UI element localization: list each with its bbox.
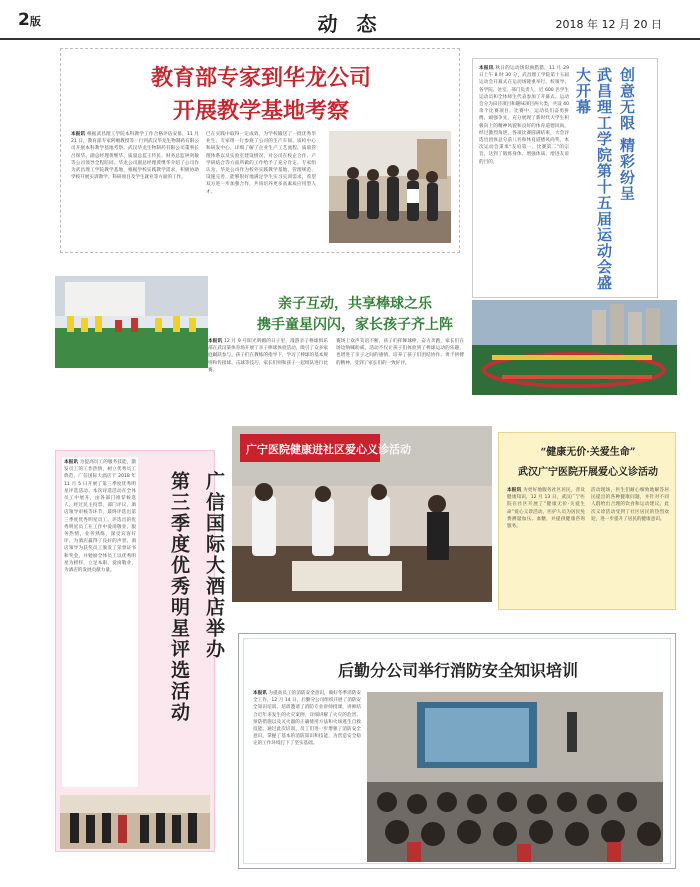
article-title: 后勤分公司举行消防安全知识培训	[337, 661, 578, 680]
article-hotel-star-selection	[55, 450, 225, 852]
issue-date: 2018 年 12 月 20 日	[555, 18, 662, 31]
article-education-expert-visit	[60, 48, 460, 253]
article-body: 已在实践中取得一定成效，为学校输送了一批优秀毕业生。专家组一行参观了公司的生产车间、质检中心和研发中心，详细了解了企业生产工艺流程、质量管理体系以及实验室建设情况，对公司在校企合作、产学研结合等方面所做的工作给予了充分肯定。专家组认为，华龙公司作为校外实践教学基地，管理规范，设施完善，能够很好地满足学生实习实训需求，希望双方进一步加强合作，共同培养更多高素质应用型人才。	[206, 132, 316, 195]
article-body: 本报讯 根据武昌理工学院本科教学工作合格评估安排，11 月 21 日，教育部专家阿嵋教授等一行到武汉华龙生物制药有限公司开展本科教学基地考察。武汉华龙生物制药有限公司董事长吕保华、副总经理黄继华、质量总监王传民、财务总监钟剑敏等公司领导全程陪同。华龙公司副总经理黄继华介绍了公司作为武昌理工学院教学基地，根据学校实践教学需求，积极协助学校开展实训教学、科研项目及学生就业等方面的工作。	[71, 132, 199, 181]
page-header	[0, 0, 700, 40]
article-body: 活动现场，医生们耐心细致地解答居民提出的各种健康问题，并针对不同人群给出合理的饮食和运动建议。此次义诊活动受到了社区居民的热烈欢迎，进一步提升了居民的健康意识。	[591, 488, 669, 522]
page-number: 2版	[18, 10, 41, 30]
article-title: 开展教学基地考察	[172, 99, 349, 124]
article-body: 本报讯 12 月 9 号阳光明媚的日子里，漫游亲子棒球俱乐部在武汉某体育场开展了亲子棒球体验活动，吸引了众多家庭踊跃参与。孩子们在教练的指导下，学习了棒球的基本规则和传接球、击球等技巧，家长们则和孩子一起组队进行比赛。	[208, 339, 328, 373]
photo-medical-clinic	[232, 426, 492, 602]
svg-text:广宁医院健康进社区爱心义诊活动: 广宁医院健康进社区爱心义诊活动	[246, 443, 411, 456]
article-title: 亲子互动，共享棒球之乐	[278, 296, 432, 312]
article-title: 教育部专家到华龙公司	[150, 66, 371, 91]
article-title: 携手童星闪闪，家长孩子齐上阵	[257, 317, 453, 333]
article-title: “健康无价·关爱生命”	[540, 447, 636, 458]
article-body: 本报讯 为提高员工的消防安全意识，做好冬季消防安全工作，12 月 14 日，后勤分公司组织开展了消防安全知识培训。培训邀请了消防专业讲师授课，讲师结合近年来发生的火灾案例，详细讲解了火灾的危害、预防措施以及灭火器的正确使用方法和火场逃生自救技能。通过此次培训，员工们进一步增强了消防安全意识，掌握了基本的消防知识和技能，为营造安全稳定的工作环境打下了坚实基础。	[253, 691, 361, 747]
article-body: 赛场上欢声笑语不断，孩子们挥舞球棒，奋力奔跑，家长们在场边呐喊助威。活动不仅让孩子们体验到了棒球运动的乐趣，也增进了亲子之间的感情，培养了孩子们团结协作、勇于拼搏的精神，受到了家长们的一致好评。	[336, 339, 464, 366]
photo-baseball-event	[55, 276, 208, 368]
article-title-vertical: 广信国际大酒店举办 第三季度优秀明星评选活动	[168, 471, 225, 723]
photo-expert-visit	[329, 131, 451, 243]
article-body: 本报讯 为更好地服务社区居民，普及健康知识，12 月 13 日，武汉广宁医院在社区开展了“健康无价·关爱生命”爱心义诊活动。医护人员为居民免费测量血压、血糖，并提供健康咨询服务。	[507, 488, 585, 530]
article-free-clinic	[498, 432, 676, 610]
article-title-vertical: 创意无限 精彩纷呈 武昌理工学院第十五届运动会盛大开幕	[574, 67, 636, 291]
photo-hotel-staff	[60, 795, 210, 849]
article-fire-safety-training	[238, 633, 676, 869]
photo-training-hall	[367, 692, 663, 862]
article-body: 本报讯 为提高员工的服务技能，激发员工的工作热情，树立优秀员工典范，广信国际大酒店于 2018 年 11 月 5 日开展了第三季度优秀明星评选活动。本次评选活动在全体员工中展开，由各部门推荐候选人，经过民主投票、部门评议、酒店领导审核等环节，最终评选出第三季度优秀明星员工。评选出的优秀明星员工在工作中爱岗敬业、服务热情、业务熟练，深受宾客好评，为酒店赢得了良好的声誉。酒店领导为获奖员工颁发了荣誉证书和奖金，并勉励全体员工以优秀明星为榜样，立足本职、爱岗敬业，为酒店的发展贡献力量。	[62, 457, 138, 787]
article-body: 本报讯 秋日的运动场彩旗猎猎，11 月 29 日上午 8 时 30 分，武昌理工学院第十五届运动会开幕式在运动场隆重举行。校领导、各学院、处室、部门负责人，近 600 名学生运动员和全体师生代表参加了开幕式。运动会分为田径项目和趣味项目两大类，共设 40 余个比赛项目。比赛中，运动员们奋勇拼搏、顽强争先，充分展现了新时代大学生积极向上的精神风貌和良好的体育道德风尚。经过激烈角逐，各项比赛圆满结束，大会评选出团体总分前八名和体育道德风尚奖。本次运动会秉承“友谊第一、比赛第二”的宗旨，达到了锻炼身体、增强体质、增进友谊的目的。	[479, 66, 569, 165]
section-title: 动 态	[317, 12, 383, 36]
article-sports-meet	[472, 58, 658, 298]
article-title: 武汉广宁医院开展爱心义诊活动	[518, 467, 658, 478]
